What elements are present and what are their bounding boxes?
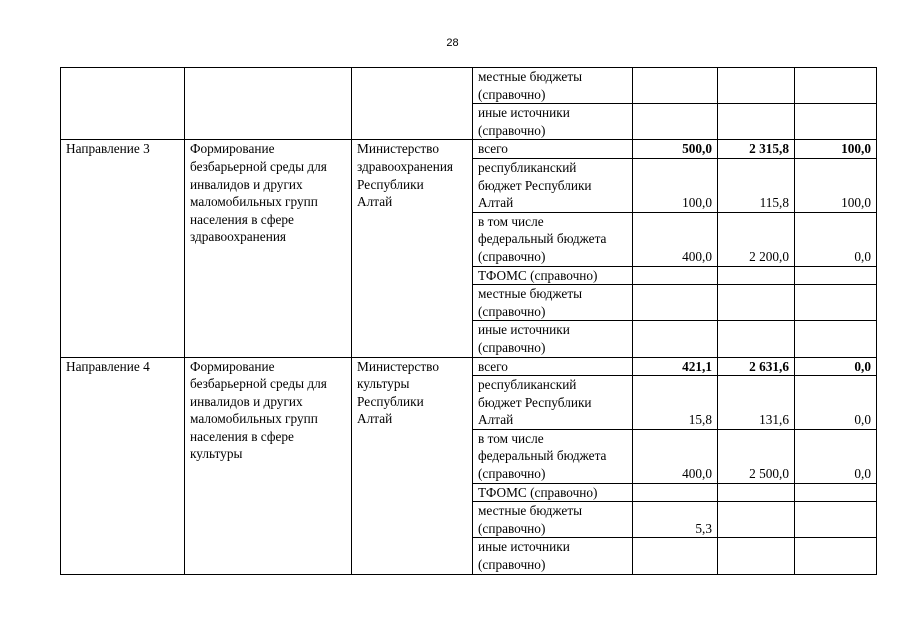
value-text: 15,8 — [688, 412, 712, 428]
value-text: 0,0 — [854, 248, 871, 264]
value-text: 2 500,0 — [749, 466, 789, 482]
source-label — [473, 158, 633, 212]
value-text: 500,0 — [682, 141, 712, 157]
text-line: культуры — [357, 376, 410, 392]
direction-title — [185, 140, 352, 357]
source-label — [473, 68, 633, 104]
text-line: Министерство — [357, 358, 439, 374]
value-cell-v2 — [718, 502, 795, 538]
text-line: (справочно) — [478, 520, 546, 536]
source-label — [473, 483, 633, 502]
value-cell-v3 — [795, 266, 877, 285]
source-label — [473, 429, 633, 483]
value-text: 5,3 — [695, 520, 712, 536]
value-cell-v3 — [795, 321, 877, 357]
source-label — [473, 285, 633, 321]
direction-name — [61, 140, 185, 357]
value-cell-v3 — [795, 158, 877, 212]
text-line: республиканский — [478, 159, 577, 175]
value-text: 115,8 — [759, 195, 789, 211]
value-cell-v2 — [718, 212, 795, 266]
value-cell-v1 — [633, 104, 718, 140]
source-label — [473, 212, 633, 266]
text-line: (справочно) — [478, 557, 546, 573]
text-line: Формирование — [190, 358, 275, 374]
value-cell-v1 — [633, 140, 718, 159]
text-line: (справочно) — [478, 122, 546, 138]
budget-table — [60, 67, 877, 575]
value-cell-v1 — [633, 285, 718, 321]
value-cell-v1 — [633, 376, 718, 430]
title-cell-empty — [185, 68, 352, 140]
value-cell-v3 — [795, 429, 877, 483]
text-line: Республики — [357, 393, 424, 409]
value-text: Направление 3 — [66, 141, 150, 157]
value-cell-v2 — [718, 140, 795, 159]
text-line: населения в сфере — [190, 428, 294, 444]
value-cell-v3 — [795, 212, 877, 266]
value-text: 400,0 — [682, 248, 712, 264]
source-label — [473, 140, 633, 159]
value-cell-v1 — [633, 266, 718, 285]
value-cell-v2 — [718, 158, 795, 212]
text-line: (справочно) — [478, 303, 546, 319]
value-cell-v3 — [795, 285, 877, 321]
text-line: культуры — [190, 446, 243, 462]
responsible-ministry — [352, 140, 473, 357]
text-line: бюджет Республики — [478, 177, 592, 193]
text-line: (справочно) — [478, 466, 546, 482]
text-line: федеральный бюджета — [478, 231, 607, 247]
text-line: местные бюджеты — [478, 69, 583, 84]
text-line: (справочно) — [478, 248, 546, 264]
value-cell-v1 — [633, 357, 718, 376]
text-line: Министерство — [357, 141, 439, 157]
value-text: 131,6 — [759, 412, 789, 428]
value-text: Направление 4 — [66, 358, 150, 374]
source-label — [473, 376, 633, 430]
value-cell-v1 — [633, 158, 718, 212]
value-text: 0,0 — [854, 466, 871, 482]
value-cell-v2 — [718, 266, 795, 285]
value-cell-v1 — [633, 429, 718, 483]
text-line: безбарьерной среды для — [190, 376, 327, 392]
source-label — [473, 357, 633, 376]
text-line: Республики — [357, 176, 424, 192]
table-row — [61, 357, 877, 376]
value-text: 2 631,6 — [749, 358, 789, 374]
page-number: 28 — [446, 37, 459, 49]
value-cell-v2 — [718, 68, 795, 104]
text-line: Алтай — [478, 412, 514, 428]
value-text: 0,0 — [854, 358, 871, 374]
responsible-ministry — [352, 357, 473, 574]
value-cell-v2 — [718, 538, 795, 574]
source-label — [473, 321, 633, 357]
value-cell-v2 — [718, 321, 795, 357]
value-cell-v1 — [633, 212, 718, 266]
text-line: федеральный бюджета — [478, 448, 607, 464]
source-label — [473, 502, 633, 538]
text-line: местные бюджеты — [478, 286, 583, 302]
text-line: Алтай — [478, 195, 514, 211]
text-line: иные источники — [478, 322, 570, 338]
source-label — [473, 538, 633, 574]
value-cell-v3 — [795, 538, 877, 574]
text-line: ТФОМС (справочно) — [478, 484, 598, 500]
table-row — [61, 140, 877, 159]
value-cell-v1 — [633, 68, 718, 104]
text-line: Алтай — [357, 411, 393, 427]
text-line: в том числе — [478, 213, 544, 229]
text-line: Формирование — [190, 141, 275, 157]
value-cell-v3 — [795, 140, 877, 159]
text-line: маломобильных групп — [190, 194, 318, 210]
text-line: всего — [478, 358, 508, 374]
value-cell-v2 — [718, 429, 795, 483]
value-cell-v2 — [718, 104, 795, 140]
source-label — [473, 266, 633, 285]
text-line: маломобильных групп — [190, 411, 318, 427]
value-cell-v3 — [795, 376, 877, 430]
direction-name — [61, 357, 185, 574]
text-line: иные источники — [478, 539, 570, 555]
text-line: Алтай — [357, 194, 393, 210]
value-cell-v3 — [795, 104, 877, 140]
text-line: всего — [478, 141, 508, 157]
value-cell-v1 — [633, 502, 718, 538]
text-line: (справочно) — [478, 339, 546, 355]
value-text: 100,0 — [841, 141, 871, 157]
value-text: 100,0 — [682, 195, 712, 211]
text-line: инвалидов и других — [190, 176, 303, 192]
table-row — [61, 68, 877, 104]
source-label — [473, 104, 633, 140]
value-text: 421,1 — [682, 358, 712, 374]
text-line: бюджет Республики — [478, 394, 592, 410]
text-line: иные источники — [478, 105, 570, 121]
value-cell-v3 — [795, 68, 877, 104]
value-cell-v3 — [795, 357, 877, 376]
direction-cell-empty — [61, 68, 185, 140]
value-text: 2 315,8 — [749, 141, 789, 157]
value-cell-v2 — [718, 376, 795, 430]
text-line: в том числе — [478, 430, 544, 446]
text-line: (справочно) — [478, 86, 546, 102]
value-cell-v3 — [795, 502, 877, 538]
ministry-cell-empty — [352, 68, 473, 140]
value-cell-v2 — [718, 357, 795, 376]
value-cell-v1 — [633, 483, 718, 502]
value-cell-v2 — [718, 483, 795, 502]
text-line: населения в сфере — [190, 211, 294, 227]
value-text: 100,0 — [841, 195, 871, 211]
text-line: ТФОМС (справочно) — [478, 267, 598, 283]
value-cell-v1 — [633, 321, 718, 357]
value-cell-v3 — [795, 483, 877, 502]
text-line: республиканский — [478, 377, 577, 393]
value-cell-v2 — [718, 285, 795, 321]
text-line: инвалидов и других — [190, 393, 303, 409]
value-text: 0,0 — [854, 412, 871, 428]
text-line: безбарьерной среды для — [190, 158, 327, 174]
text-line: местные бюджеты — [478, 503, 583, 519]
value-cell-v1 — [633, 538, 718, 574]
text-line: здравоохранения — [190, 229, 287, 245]
value-text: 2 200,0 — [749, 248, 789, 264]
value-text: 400,0 — [682, 466, 712, 482]
text-line: здравоохранения — [357, 158, 454, 174]
direction-title — [185, 357, 352, 574]
